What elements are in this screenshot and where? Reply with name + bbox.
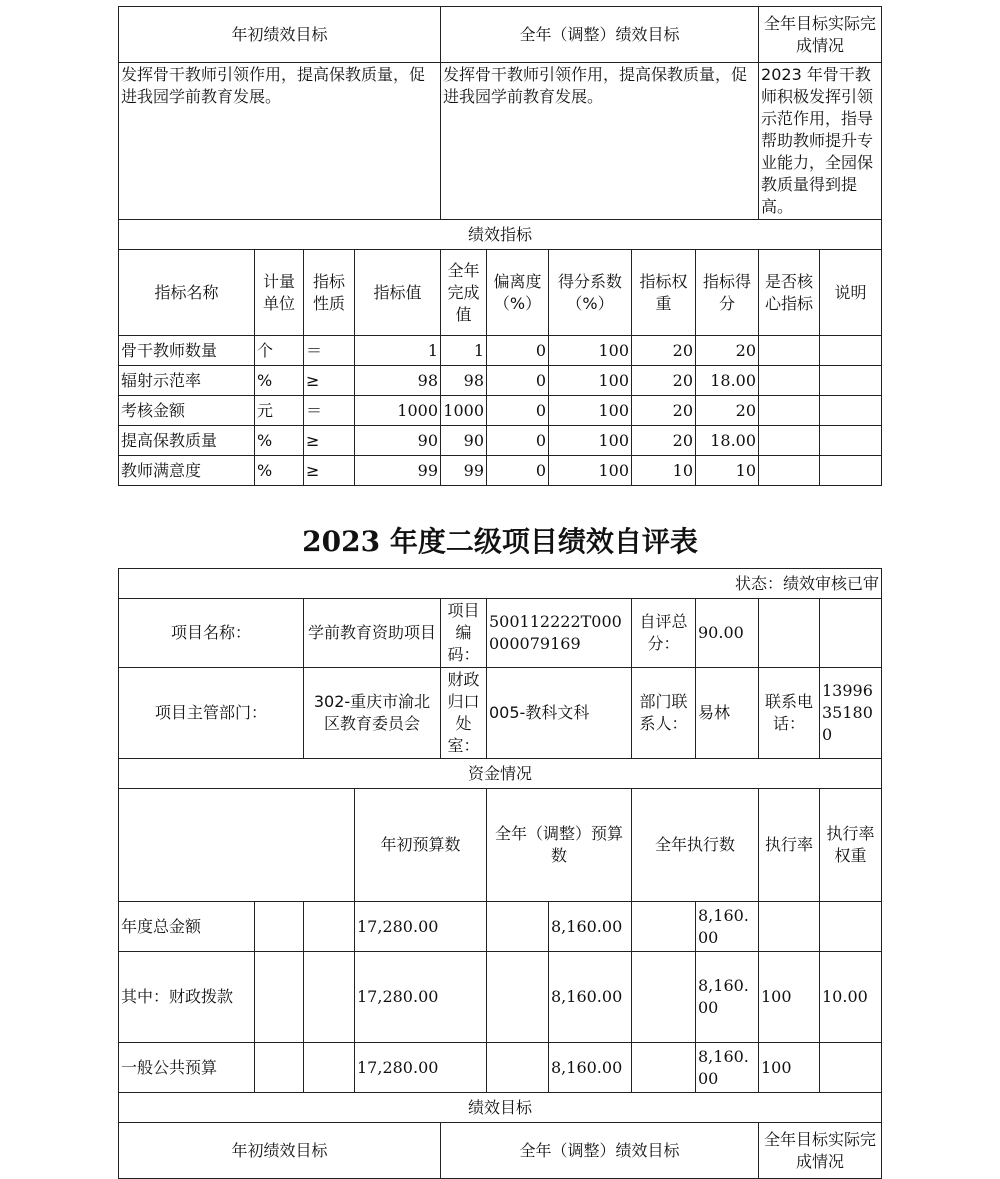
perf-section-title: 绩效目标 <box>119 1093 882 1123</box>
score-value: 90.00 <box>696 599 759 668</box>
indicator-coef: 100 <box>549 426 632 456</box>
indicator-actual: 1000 <box>441 396 487 426</box>
funds-executed: 8,160.00 <box>696 952 759 1043</box>
indicator-name: 骨干教师数量 <box>119 336 255 366</box>
indicator-target: 90 <box>355 426 441 456</box>
project-code-label: 项目编码： <box>441 599 487 668</box>
finance-label: 财政归口处室： <box>441 668 487 759</box>
funds-label: 其中：财政拨款 <box>119 952 255 1043</box>
column-header: 指标性质 <box>304 250 355 336</box>
column-header: 指标权重 <box>632 250 696 336</box>
status-badge: 状态：绩效审核已审 <box>119 569 882 599</box>
indicator-name: 辐射示范率 <box>119 366 255 396</box>
project-name-label: 项目名称： <box>119 599 304 668</box>
indicator-weight: 10 <box>632 456 696 486</box>
indicator-nature: ≥ <box>304 456 355 486</box>
indicator-deviation: 0 <box>487 456 549 486</box>
table-row <box>119 336 882 366</box>
table-row <box>119 366 882 396</box>
blank-cell <box>632 952 696 1043</box>
indicator-note <box>820 336 882 366</box>
indicator-deviation: 0 <box>487 336 549 366</box>
table-row <box>119 952 882 1043</box>
indicator-core <box>759 396 820 426</box>
phone-label: 联系电话： <box>759 668 820 759</box>
indicator-score: 18.00 <box>696 426 759 456</box>
indicator-unit: % <box>255 366 304 396</box>
indicator-target: 98 <box>355 366 441 396</box>
funds-label: 一般公共预算 <box>119 1043 255 1093</box>
funds-section-title: 资金情况 <box>119 759 882 789</box>
indicator-note <box>820 366 882 396</box>
blank-cell <box>119 789 355 902</box>
column-header: 指标名称 <box>119 250 255 336</box>
column-header: 全年完成值 <box>441 250 487 336</box>
indicator-name: 教师满意度 <box>119 456 255 486</box>
score-label: 自评总分： <box>632 599 696 668</box>
indicator-coef: 100 <box>549 336 632 366</box>
funds-rate-weight-header: 执行率权重 <box>820 789 882 902</box>
indicator-deviation: 0 <box>487 366 549 396</box>
indicator-actual: 1 <box>441 336 487 366</box>
funds-rows <box>119 902 882 1093</box>
indicator-core <box>759 426 820 456</box>
blank-cell <box>255 902 304 952</box>
indicator-deviation: 0 <box>487 426 549 456</box>
indicator-table <box>118 6 882 486</box>
indicator-score: 18.00 <box>696 366 759 396</box>
contact-value: 易林 <box>696 668 759 759</box>
initial-goal-text: 发挥骨干教师引领作用，提高保教质量，促进我园学前教育发展。 <box>119 63 441 220</box>
indicator-note <box>820 426 882 456</box>
indicator-actual: 99 <box>441 456 487 486</box>
indicator-score: 20 <box>696 396 759 426</box>
funds-rate-header: 执行率 <box>759 789 820 902</box>
project-code-value: 500112222T000000079169 <box>487 599 632 668</box>
funds-rate <box>759 902 820 952</box>
indicator-unit: % <box>255 426 304 456</box>
indicator-coef: 100 <box>549 366 632 396</box>
table-row <box>119 426 882 456</box>
perf-actual-completion-header: 全年目标实际完成情况 <box>759 1123 882 1179</box>
blank-cell <box>255 952 304 1043</box>
indicator-name: 提高保教质量 <box>119 426 255 456</box>
indicator-header-row <box>119 250 882 336</box>
column-header: 得分系数（%） <box>549 250 632 336</box>
indicator-score: 20 <box>696 336 759 366</box>
indicator-rows <box>119 336 882 486</box>
indicator-actual: 90 <box>441 426 487 456</box>
blank-cell <box>304 902 355 952</box>
indicator-core <box>759 456 820 486</box>
column-header: 说明 <box>820 250 882 336</box>
funds-rate: 100 <box>759 952 820 1043</box>
indicator-score: 10 <box>696 456 759 486</box>
column-header: 是否核心指标 <box>759 250 820 336</box>
funds-adjusted-header: 全年（调整）预算数 <box>487 789 632 902</box>
blank-cell <box>759 599 820 668</box>
funds-initial: 17,280.00 <box>355 902 487 952</box>
indicator-target: 1 <box>355 336 441 366</box>
funds-weight <box>820 902 882 952</box>
initial-goal-header: 年初绩效目标 <box>119 7 441 63</box>
blank-cell <box>487 902 549 952</box>
table-row <box>119 456 882 486</box>
funds-executed: 8,160.00 <box>696 902 759 952</box>
funds-adjusted: 8,160.00 <box>549 952 632 1043</box>
actual-completion-header: 全年目标实际完成情况 <box>759 7 882 63</box>
indicator-coef: 100 <box>549 396 632 426</box>
finance-value: 005-教科文科 <box>487 668 632 759</box>
blank-cell <box>304 952 355 1043</box>
indicator-coef: 100 <box>549 456 632 486</box>
indicator-unit: 个 <box>255 336 304 366</box>
funds-initial-header: 年初预算数 <box>355 789 487 902</box>
blank-cell <box>487 952 549 1043</box>
indicator-nature: ≥ <box>304 366 355 396</box>
funds-executed-header: 全年执行数 <box>632 789 759 902</box>
phone-value: 13996351800 <box>820 668 882 759</box>
page-title: 2023 年度二级项目绩效自评表 <box>302 525 698 558</box>
indicator-nature: ＝ <box>304 336 355 366</box>
contact-label: 部门联系人： <box>632 668 696 759</box>
indicator-weight: 20 <box>632 426 696 456</box>
indicator-actual: 98 <box>441 366 487 396</box>
perf-adjusted-goal-header: 全年（调整）绩效目标 <box>441 1123 759 1179</box>
funds-initial: 17,280.00 <box>355 952 487 1043</box>
adjusted-goal-header: 全年（调整）绩效目标 <box>441 7 759 63</box>
funds-adjusted: 8,160.00 <box>549 902 632 952</box>
indicator-unit: 元 <box>255 396 304 426</box>
table-row <box>119 396 882 426</box>
column-header: 指标得分 <box>696 250 759 336</box>
indicator-nature: ≥ <box>304 426 355 456</box>
table-row <box>119 902 882 952</box>
adjusted-goal-text: 发挥骨干教师引领作用，提高保教质量，促进我园学前教育发展。 <box>441 63 759 220</box>
indicator-note <box>820 396 882 426</box>
blank-cell <box>632 902 696 952</box>
funds-adjusted: 8,160.00 <box>549 1043 632 1093</box>
funds-initial: 17,280.00 <box>355 1043 487 1093</box>
indicator-target: 99 <box>355 456 441 486</box>
funds-label: 年度总金额 <box>119 902 255 952</box>
indicator-nature: ＝ <box>304 396 355 426</box>
indicator-weight: 20 <box>632 366 696 396</box>
indicator-deviation: 0 <box>487 396 549 426</box>
project-name-value: 学前教育资助项目 <box>304 599 441 668</box>
perf-initial-goal-header: 年初绩效目标 <box>119 1123 441 1179</box>
indicator-note <box>820 456 882 486</box>
dept-label: 项目主管部门： <box>119 668 304 759</box>
indicator-target: 1000 <box>355 396 441 426</box>
dept-value: 302-重庆市渝北区教育委员会 <box>304 668 441 759</box>
indicator-core <box>759 336 820 366</box>
funds-rate: 100 <box>759 1043 820 1093</box>
indicator-unit: % <box>255 456 304 486</box>
funds-executed: 8,160.00 <box>696 1043 759 1093</box>
column-header: 计量单位 <box>255 250 304 336</box>
funds-weight: 10.00 <box>820 952 882 1043</box>
indicator-core <box>759 366 820 396</box>
blank-cell <box>820 599 882 668</box>
column-header: 指标值 <box>355 250 441 336</box>
actual-completion-text: 2023 年骨干教师积极发挥引领示范作用，指导帮助教师提升专业能力，全园保教质量得到提高。 <box>759 63 882 220</box>
indicators-section-title: 绩效指标 <box>119 220 882 250</box>
self-evaluation-table <box>118 568 882 1179</box>
indicator-name: 考核金额 <box>119 396 255 426</box>
indicator-weight: 20 <box>632 336 696 366</box>
indicator-weight: 20 <box>632 396 696 426</box>
column-header: 偏离度（%） <box>487 250 549 336</box>
